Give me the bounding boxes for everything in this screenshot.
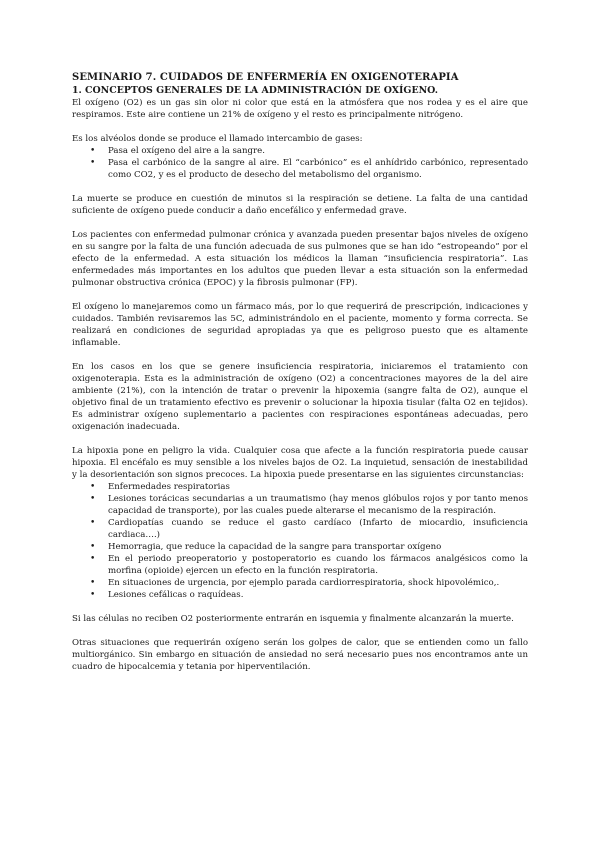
paragraph-other-situations: Otras situaciones que requerirán oxígeno serán los golpes de calor, que se entienden como un fallo multiorgánico. Sin embargo en situación de ansiedad no será necesario pues nos encontramos ante un cuadro de hipocalcemia y tetania por hiperventilación. xyxy=(72,638,528,672)
list-item: • Lesiones cefálicas o raquídeas. xyxy=(72,589,528,601)
paragraph-death: La muerte se produce en cuestión de minutos si la respiración se detiene. La falta de una cantidad suficiente de oxígeno puede conducir a daño encefálico y enfermedad grave. xyxy=(72,194,528,216)
paragraph-oxygen-definition: El oxígeno (O2) es un gas sin olor ni color que está en la atmósfera que nos rodea y es el aire que respiramos. Este aire contiene un 21% de oxígeno y el resto es principalmente nitrógeno. xyxy=(72,98,528,120)
section-heading: 1. CONCEPTOS GENERALES DE LA ADMINISTRACIÓN DE OXÍGENO. xyxy=(72,85,439,96)
paragraph-hypoxia-intro: La hipoxia pone en peligro la vida. Cualquier cosa que afecte a la función respiratoria puede causar hipoxia. El encéfalo es muy sensible a los niveles bajos de O2. La inquietud, sensación de inestabilidad y la desorientación son signos precoces. La hipoxia puede presentarse en las siguientes circunstancias: xyxy=(72,446,528,480)
page-title: SEMINARIO 7. CUIDADOS DE ENFERMERÍA EN OXIGENOTERAPIA xyxy=(72,72,459,83)
list-item: • Enfermedades respiratorias xyxy=(72,481,528,493)
list-item: • Cardiopatías cuando se reduce el gasto cardíaco (Infarto de miocardio, insuficiencia cardiaca….) xyxy=(72,517,528,541)
hypoxia-causes-list xyxy=(72,481,528,601)
list-item: • Lesiones torácicas secundarias a un traumatismo (hay menos glóbulos rojos y por tanto menos capacidad de transporte), por las cuales puede alterarse el mecanismo de la respiración. xyxy=(72,493,528,517)
paragraph-gas-exchange-intro: Es los alvéolos donde se produce el llamado intercambio de gases: xyxy=(72,134,363,144)
paragraph-oxygen-drug: El oxígeno lo manejaremos como un fármaco más, por lo que requerirá de prescripción, indicaciones y cuidados. También revisaremos las 5C, administrándolo en el paciente, momento y forma correcta. Se realizará en condiciones de seguridad apropiadas ya que es peligroso puesto que es altamente inflamable. xyxy=(72,302,528,348)
paragraph-oxygen-therapy: En los casos en los que se genere insuficiencia respiratoria, iniciaremos el tratamiento con oxigenoterapia. Esta es la administración de oxígeno (O2) a concentraciones mayores de la del aire ambiente (21%), con la intención de tratar o prevenir la hipoxemia (sangre falta de O2), aunque el objetivo final de un tratamiento efectivo es prevenir o solucionar la hipoxia tisular (falta O2 en tejidos). Es administrar oxígeno suplementario a pacientes con respiraciones espontáneas adecuadas, pero oxigenación inadecuada. xyxy=(72,362,528,432)
paragraph-ischemia: Si las células no reciben O2 posteriormente entrarán en isquemia y finalmente alcanzarán la muerte. xyxy=(72,614,514,624)
document-body xyxy=(72,71,528,673)
list-item: • En situaciones de urgencia, por ejemplo parada cardiorrespiratoria, shock hipovolémico,. xyxy=(72,577,528,589)
gas-exchange-list xyxy=(72,145,528,181)
list-item: • Pasa el carbónico de la sangre al aire. El “carbónico” es el anhídrido carbónico, representado como CO2, y es el producto de desecho del metabolismo del organismo. xyxy=(72,157,528,181)
paragraph-chronic-patients: Los pacientes con enfermedad pulmonar crónica y avanzada pueden presentar bajos niveles de oxígeno en su sangre por la falta de una función adecuada de sus pulmones que se han ido “estropeando” por el efecto de la enfermedad. A esta situación los médicos la llaman “insuficiencia respiratoria”. Las enfermedades más importantes en los adultos que pueden llevar a esta situación son la enfermedad pulmonar obstructiva crónica (EPOC) y la fibrosis pulmonar (FP). xyxy=(72,230,528,288)
list-item: • Hemorragia, que reduce la capacidad de la sangre para transportar oxígeno xyxy=(72,541,528,553)
list-item: • En el periodo preoperatorio y postoperatorio es cuando los fármacos analgésicos como la morfina (opioide) ejercen un efecto en la función respiratoria. xyxy=(72,553,528,577)
list-item: • Pasa el oxígeno del aire a la sangre. xyxy=(72,145,528,157)
